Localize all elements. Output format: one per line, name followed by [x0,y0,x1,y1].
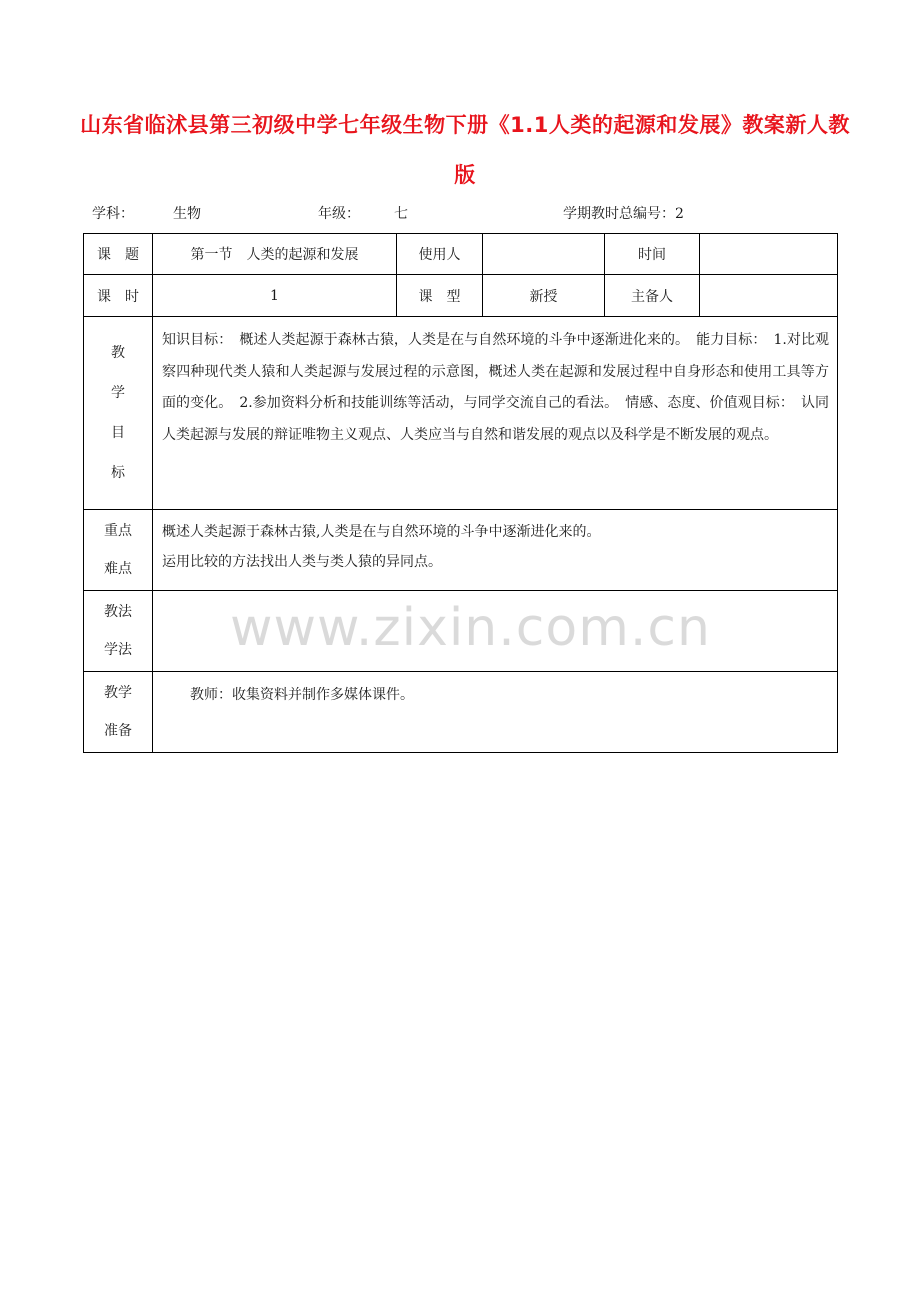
table-row-topic [84,234,838,275]
goals-label-char: 学 [111,385,125,401]
serial-label: 学期教时总编号：2 [563,206,684,222]
goals-label-char: 目 [111,425,125,441]
goals-label-char: 标 [111,465,125,481]
key-point-line: 概述人类起源于森林古猿,人类是在与自然环境的斗争中逐渐进化来的。 [162,524,601,540]
key-label-line: 难点 [104,561,132,577]
subject-label: 学科： [92,206,134,222]
preparer-value [700,275,838,317]
user-value [483,234,605,275]
table-row-prep [84,672,838,753]
table-row-methods [84,591,838,672]
method-label-line: 学法 [104,642,132,658]
document-title: 山东省临沭县第三初级中学七年级生物下册《1.1人类的起源和发展》教案新人教版 [80,113,850,187]
meta-row [0,203,920,225]
type-value: 新授 [483,275,605,317]
time-label: 时间 [605,234,700,275]
lesson-plan-table [83,233,838,753]
method-value [153,591,838,672]
table-row-period [84,275,838,317]
subject-value: 生物 [173,206,201,222]
key-label-line: 重点 [104,523,132,539]
table-row-key-points [84,510,838,591]
goals-label [84,317,153,510]
user-label: 使用人 [397,234,483,275]
prep-label-line: 教学 [104,685,132,701]
time-value [700,234,838,275]
goals-label-char: 教 [111,345,125,361]
prep-value: 教师：收集资料并制作多媒体课件。 [153,672,838,753]
method-label [84,591,153,672]
grade-value: 七 [394,206,408,222]
grade-label: 年级： [318,206,360,222]
topic-value: 第一节 人类的起源和发展 [153,234,397,275]
watermark: www.zixin.com.cn [230,598,711,658]
table-row-goals [84,317,838,510]
goals-text: 知识目标： 概述人类起源于森林古猿，人类是在与自然环境的斗争中逐渐进化来的。 能力目标： 1.对比观察四种现代类人猿和人类起源与发展过程的示意图，概述人类在起源和发展过程中自身形态和使用工具等方面的变化。 2.参加资料分析和技能训练等活动，与同学交流自己的看法。 情感、态度、价值观目标： 认同人类起源与发展的辩证唯物主义观点、人类应当与自然和谐发展的观点以及科学是不断发展的观点。 [153,317,838,510]
prep-label [84,672,153,753]
prep-label-line: 准备 [104,723,132,739]
key-points-text [153,510,838,591]
topic-label: 课 题 [84,234,153,275]
period-label: 课 时 [84,275,153,317]
key-point-line: 运用比较的方法找出人类与类人猿的异同点。 [162,554,442,570]
method-label-line: 教法 [104,604,132,620]
preparer-label: 主备人 [605,275,700,317]
period-value: 1 [153,275,397,317]
key-label [84,510,153,591]
type-label: 课 型 [397,275,483,317]
